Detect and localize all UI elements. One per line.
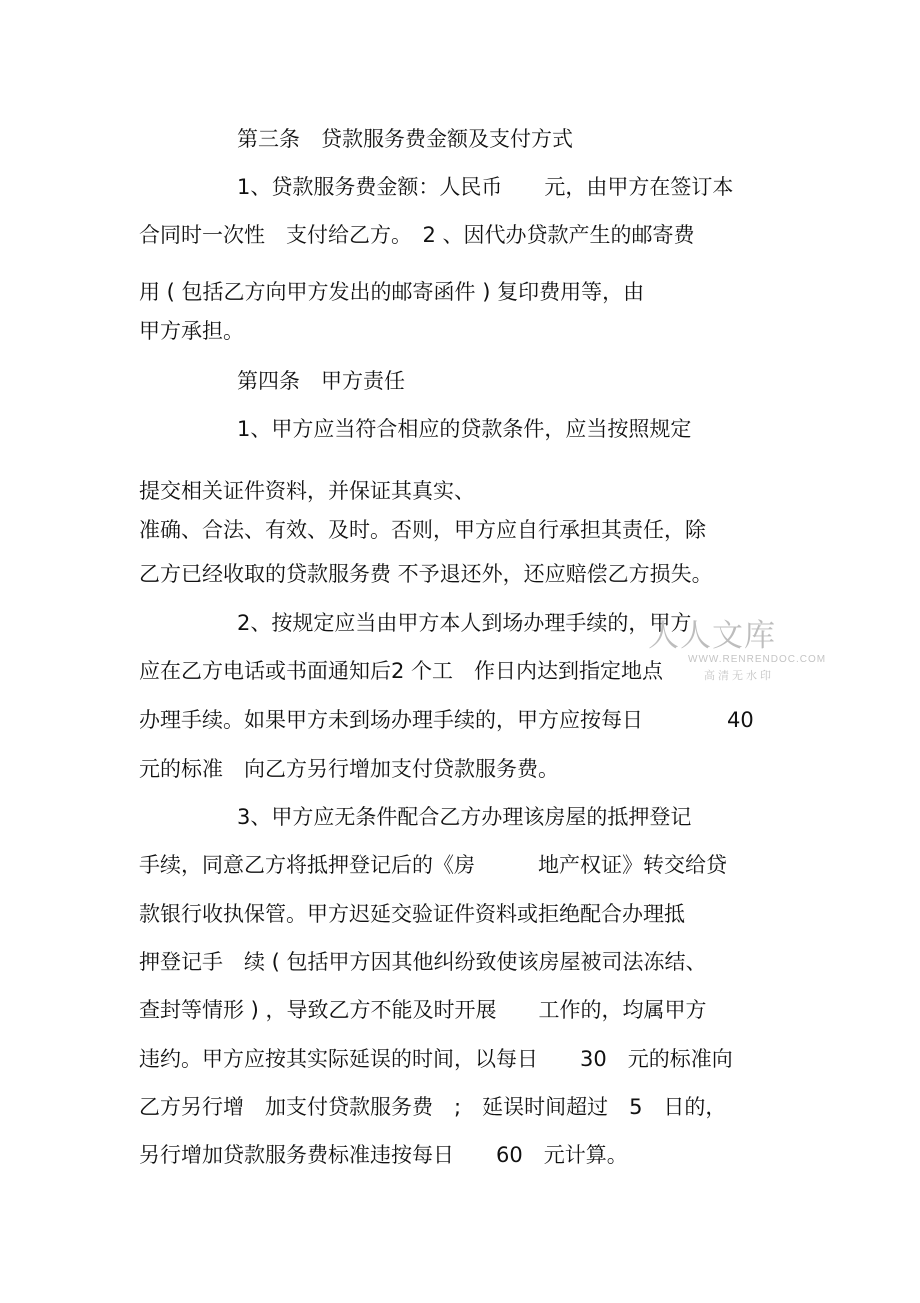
paragraph-line: 3、甲方应无条件配合乙方办理该房屋的抵押登记 <box>237 805 692 829</box>
paragraph-line: 甲方承担。 <box>139 319 244 343</box>
paragraph-line: 合同时一次性 支付给乙方。 2 、因代办贷款产生的邮寄费 <box>139 223 695 247</box>
watermark <box>648 618 827 688</box>
paragraph-line: 1、贷款服务费金额：人民币 元，由甲方在签订本 <box>237 175 734 199</box>
watermark-title: 人人文库 <box>648 618 776 654</box>
paragraph-line: 用 ( 包括乙方向甲方发出的邮寄函件 ) 复印费用等，由 <box>139 280 645 304</box>
paragraph-line: 乙方已经收取的贷款服务费 不予退还外，还应赔偿乙方损失。 <box>139 562 713 586</box>
paragraph-line: 应在乙方电话或书面通知后2 个工 作日内达到指定地点 <box>139 659 664 683</box>
paragraph-line: 乙方另行增 加支付贷款服务费 ; 延误时间超过 5 日的， <box>139 1095 727 1119</box>
paragraph-line: 提交相关证件资料，并保证其真实、 <box>139 479 475 503</box>
paragraph-line: 款银行收执保管。甲方迟延交验证件资料或拒绝配合办理抵 <box>139 902 685 926</box>
paragraph-line: 元的标准 向乙方另行增加支付贷款服务费。 <box>139 757 559 781</box>
paragraph-line: 办理手续。如果甲方未到场办理手续的，甲方应按每日 40 <box>139 708 754 732</box>
paragraph-line: 2、按规定应当由甲方本人到场办理手续的，甲方 <box>237 611 692 635</box>
paragraph-line: 查封等情形 ) ，导致乙方不能及时开展 工作的，均属甲方 <box>139 998 707 1022</box>
paragraph-line: 1、甲方应当符合相应的贷款条件，应当按照规定 <box>237 417 692 441</box>
paragraph-line: 手续，同意乙方将抵押登记后的《房 地产权证》转交给贷 <box>139 853 727 877</box>
section-heading: 第四条 甲方责任 <box>237 369 405 393</box>
section-heading: 第三条 贷款服务费金额及支付方式 <box>237 127 573 151</box>
watermark-url: WWW.RENRENDOC.COM <box>688 654 827 665</box>
paragraph-line: 准确、合法、有效、及时。否则，甲方应自行承担其责任，除 <box>139 518 706 542</box>
paragraph-line: 押登记手 续 ( 包括甲方因其他纠纷致使该房屋被司法冻结、 <box>139 950 707 974</box>
watermark-subtitle: 高清无水印 <box>704 669 774 682</box>
paragraph-line: 违约。甲方应按其实际延误的时间，以每日 30 元的标准向 <box>139 1047 733 1071</box>
paragraph-line: 另行增加贷款服务费标准违按每日 60 元计算。 <box>139 1143 628 1167</box>
